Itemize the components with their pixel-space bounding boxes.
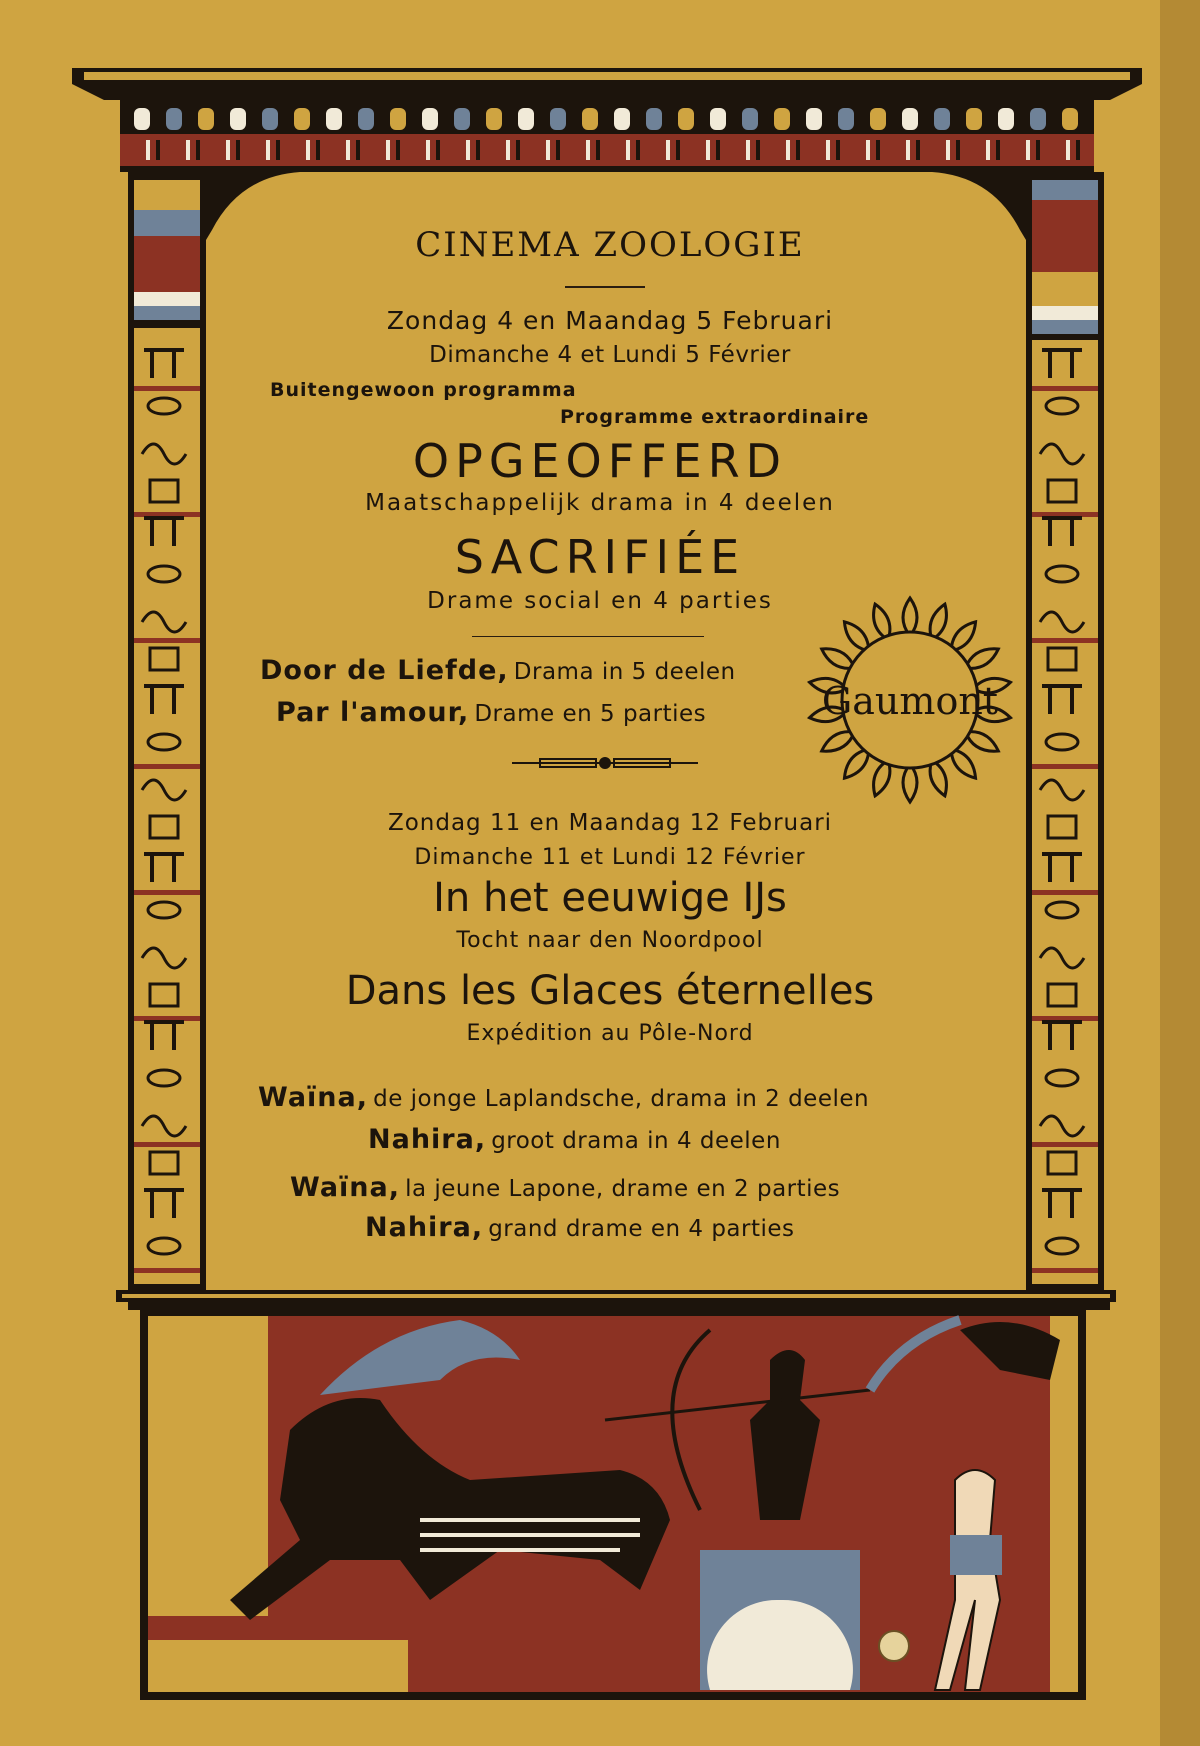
week2-line-2-desc: groot drama in 4 deelen — [491, 1128, 781, 1154]
second-feature-fr-title: Par l'amour, — [276, 697, 470, 728]
week2-line-1 — [258, 1082, 869, 1113]
second-feature-fr-desc: Drame en 5 parties — [474, 701, 707, 727]
week2-line-4-desc: grand drame en 4 parties — [488, 1216, 795, 1242]
feature2-title-fr: Dans les Glaces éternelles — [345, 968, 875, 1014]
chariot-mural — [140, 1310, 1086, 1700]
feature-title-fr: SACRIFIÉE — [454, 530, 746, 584]
feature2-title-nl: In het eeuwige IJs — [433, 875, 787, 921]
feature2-subtitle-fr: Expédition au Pôle-Nord — [466, 1021, 754, 1046]
section-divider — [472, 636, 704, 637]
punch-hole — [878, 1630, 910, 1662]
feature-title-nl: OPGEOFFERD — [412, 434, 788, 488]
feature2-subtitle-nl: Tocht naar den Noordpool — [456, 928, 764, 953]
week2-line-3-desc: la jeune Lapone, drame en 2 parties — [405, 1176, 841, 1202]
week1-label-fr: Programme extraordinaire — [560, 406, 870, 428]
left-column — [128, 172, 206, 1292]
logo-text: Gaumont — [821, 679, 999, 723]
week2-date-fr: Dimanche 11 et Lundi 12 Février — [414, 845, 806, 870]
second-feature-fr — [276, 697, 706, 728]
venue-title: CINEMA ZOOLOGIE — [415, 225, 805, 265]
week2-line-1-desc: de jonge Laplandsche, drama in 2 deelen — [373, 1086, 870, 1112]
second-feature-nl-title: Door de Liefde, — [260, 655, 509, 686]
week2-line-1-title: Waïna, — [258, 1082, 368, 1113]
title-divider — [565, 286, 645, 288]
week2-line-2-title: Nahira, — [368, 1124, 487, 1155]
feature-subtitle-nl: Maatschappelijk drama in 4 deelen — [365, 490, 835, 516]
week2-date-nl: Zondag 11 en Maandag 12 Februari — [387, 810, 833, 836]
gaumont-logo — [800, 590, 1020, 810]
week2-line-3-title: Waïna, — [290, 1172, 400, 1203]
ornament-divider-icon — [510, 752, 700, 774]
week2-line-2 — [368, 1124, 781, 1155]
week2-line-4-title: Nahira, — [365, 1212, 484, 1243]
second-feature-nl-desc: Drama in 5 deelen — [513, 659, 736, 685]
week2-line-4 — [365, 1212, 795, 1243]
second-feature-nl — [260, 655, 736, 686]
week2-line-3 — [290, 1172, 840, 1203]
feature-subtitle-fr: Drame social en 4 parties — [427, 588, 773, 614]
right-column — [1026, 172, 1104, 1292]
week1-date-fr: Dimanche 4 et Lundi 5 Février — [429, 342, 791, 368]
week1-date-nl: Zondag 4 en Maandag 5 Februari — [386, 306, 834, 335]
week1-label-nl: Buitengewoon programma — [270, 379, 577, 401]
